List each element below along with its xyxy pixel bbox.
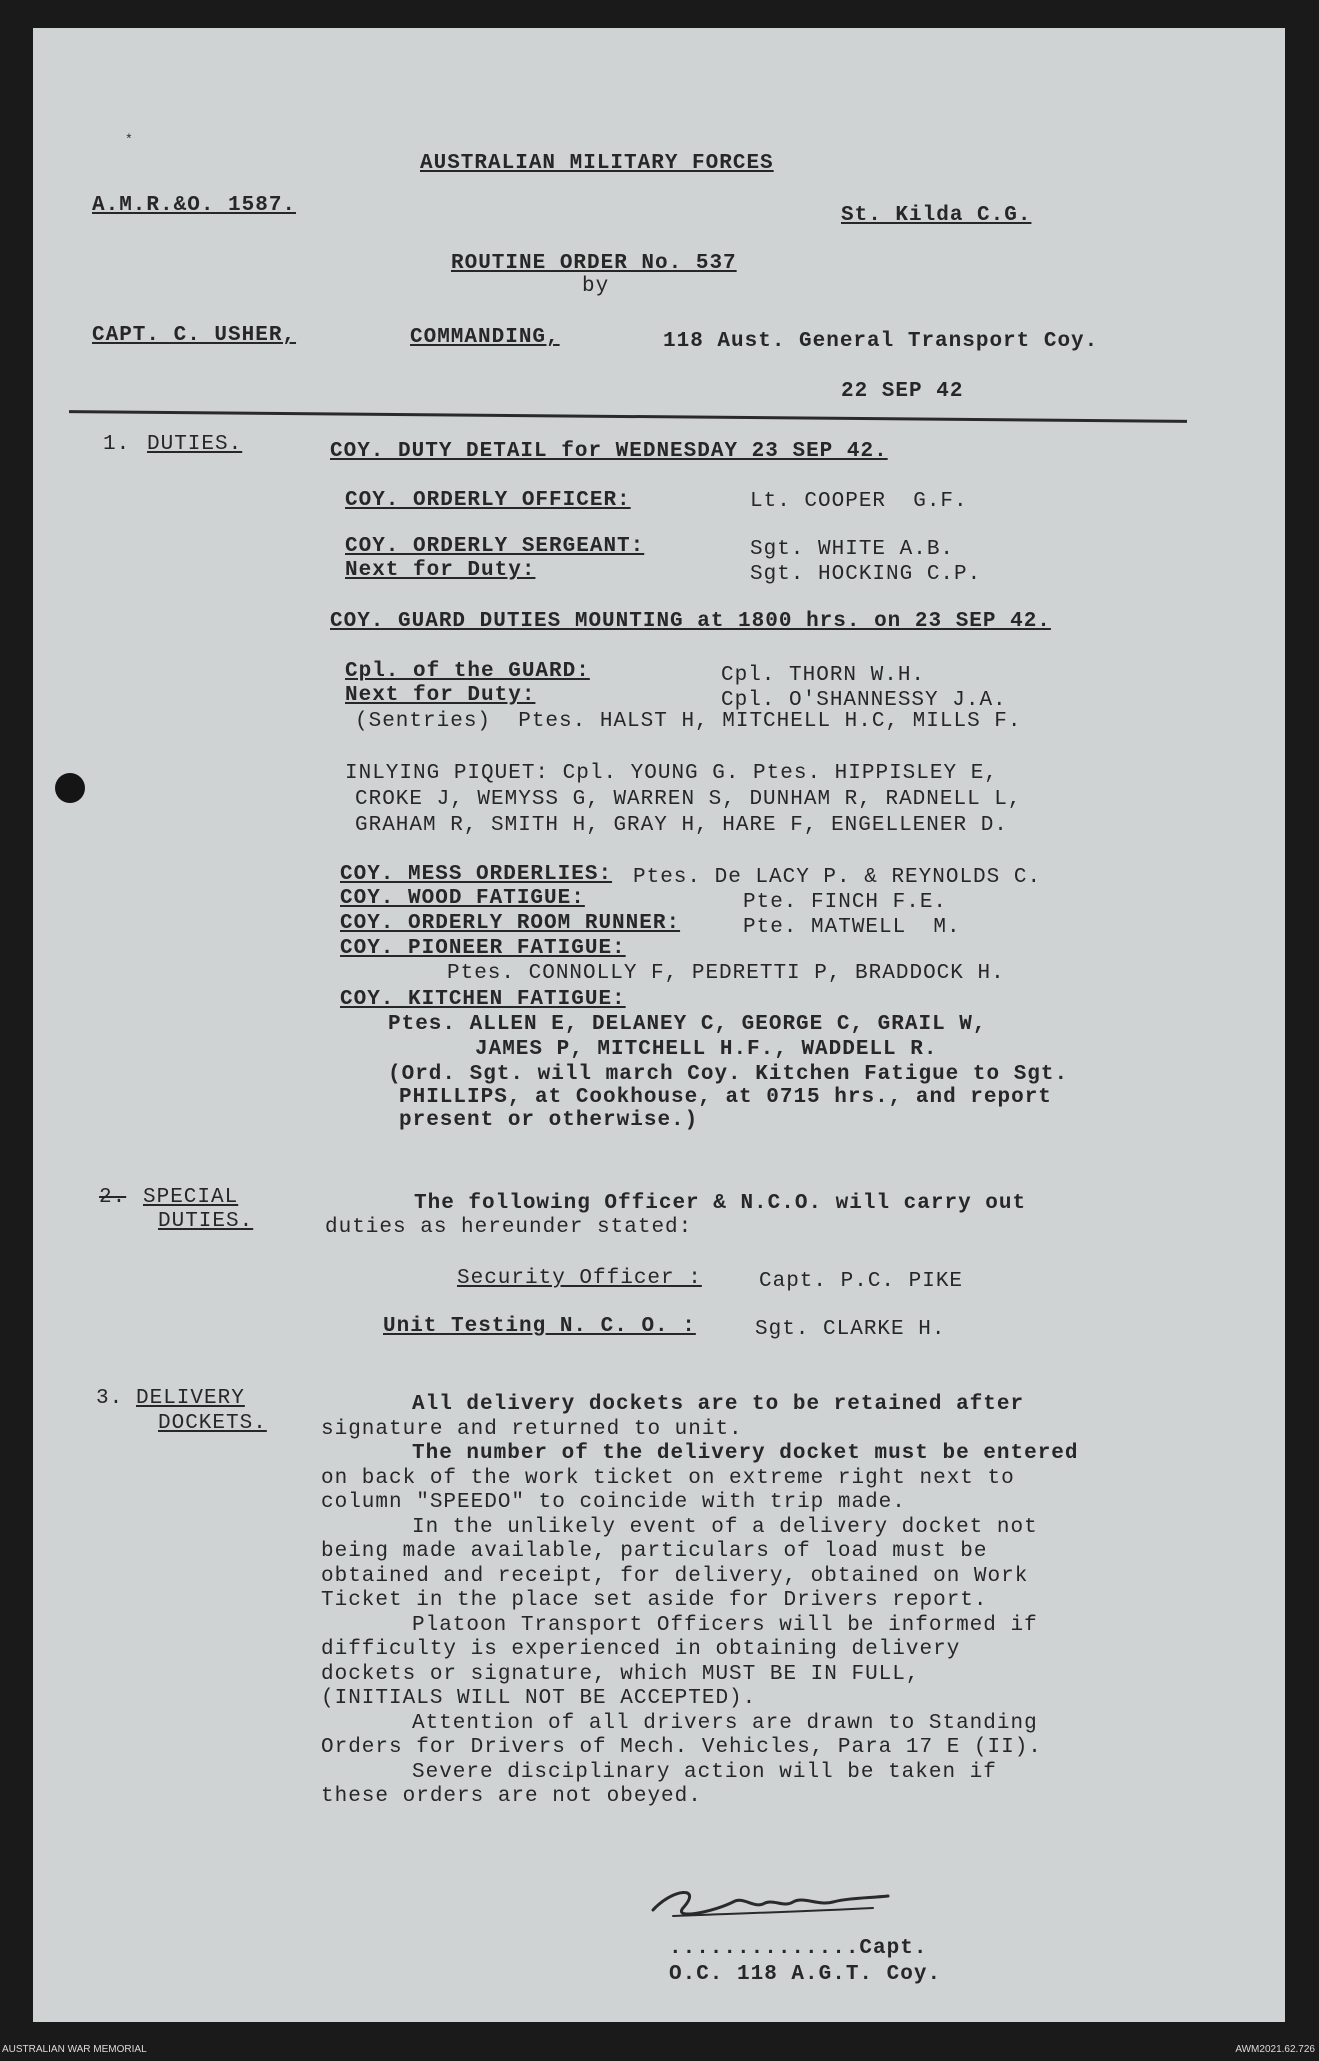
- doc-ref: A.M.R.&O. 1587.: [92, 194, 297, 217]
- s3-line: Attention of all drivers are drawn to Standing: [412, 1712, 1038, 1735]
- s3-title-1: DELIVERY: [136, 1387, 245, 1410]
- cpl-guard: Cpl. THORN W.H.: [721, 664, 926, 687]
- s3-line: Platoon Transport Officers will be informed if: [412, 1614, 1038, 1637]
- punch-hole: [55, 773, 85, 803]
- orderly-sergeant: Sgt. WHITE A.B.: [750, 538, 955, 561]
- order-by: by: [582, 275, 610, 298]
- s3-line: obtained and receipt, for delivery, obtained on Work: [321, 1565, 1029, 1588]
- s2-title-1: SPECIAL: [143, 1186, 239, 1209]
- s3-line: on back of the work ticket on extreme right next to: [321, 1467, 1015, 1490]
- s3-line: these orders are not obeyed.: [321, 1785, 702, 1808]
- star-mark: *: [125, 132, 134, 147]
- mess-orderlies: Ptes. De LACY P. & REYNOLDS C.: [633, 866, 1042, 889]
- order-number: ROUTINE ORDER No. 537: [451, 252, 737, 275]
- room-label: COY. ORDERLY ROOM RUNNER:: [340, 912, 681, 935]
- handwritten-signature: [643, 1878, 903, 1928]
- s3-line: column "SPEEDO" to coincide with trip made.: [321, 1491, 906, 1514]
- s3-line: In the unlikely event of a delivery docket not: [412, 1516, 1038, 1539]
- next-duty2: Cpl. O'SHANNESSY J.A.: [721, 689, 1007, 712]
- testing-nco: Sgt. CLARKE H.: [755, 1318, 946, 1341]
- orderly-officer: Lt. COOPER G.F.: [750, 490, 968, 513]
- pioneer-fatigue: Ptes. CONNOLLY F, PEDRETTI P, BRADDOCK H.: [447, 962, 1005, 985]
- s3-number: 3.: [96, 1387, 124, 1410]
- kitchen-label: COY. KITCHEN FATIGUE:: [340, 988, 626, 1011]
- note-line-2: PHILLIPS, at Cookhouse, at 0715 hrs., and report: [399, 1086, 1052, 1109]
- guard-heading: COY. GUARD DUTIES MOUNTING at 1800 hrs. on 23 SEP 42.: [330, 610, 1051, 633]
- footer-right: AWM2021.62.726: [1235, 2044, 1315, 2055]
- footer-left: AUSTRALIAN WAR MEMORIAL: [2, 2044, 147, 2055]
- mess-label: COY. MESS ORDERLIES:: [340, 863, 613, 886]
- unit-name: 118 Aust. General Transport Coy.: [663, 330, 1099, 353]
- doc-location: St. Kilda C.G.: [841, 204, 1032, 227]
- kitchen-line-2: JAMES P, MITCHELL H.F., WADDELL R.: [475, 1038, 938, 1061]
- s3-line: Orders for Drivers of Mech. Vehicles, Para 17 E (II).: [321, 1736, 1042, 1759]
- s3-line: dockets or signature, which MUST BE IN FULL,: [321, 1663, 920, 1686]
- s3-line: difficulty is experienced in obtaining delivery: [321, 1638, 961, 1661]
- s3-line: Ticket in the place set aside for Drivers report.: [321, 1589, 988, 1612]
- testing-label: Unit Testing N. C. O. :: [383, 1315, 696, 1338]
- signature-line: ..............Capt.: [669, 1937, 928, 1960]
- note-line-1: (Ord. Sgt. will march Coy. Kitchen Fatigue to Sgt.: [388, 1063, 1069, 1086]
- piquet-line-3: GRAHAM R, SMITH H, GRAY H, HARE F, ENGELLENER D.: [355, 814, 1008, 837]
- s3-title-2: DOCKETS.: [158, 1412, 267, 1435]
- s3-line: The number of the delivery docket must be entered: [412, 1442, 1079, 1465]
- security-label: Security Officer :: [457, 1267, 702, 1290]
- s2-number: 2.: [99, 1186, 127, 1209]
- orderly-officer-label: COY. ORDERLY OFFICER:: [345, 489, 631, 512]
- piquet-line-1: INLYING PIQUET: Cpl. YOUNG G. Ptes. HIPPISLEY E,: [345, 762, 998, 785]
- s3-line: signature and returned to unit.: [321, 1418, 743, 1441]
- s3-line: Severe disciplinary action will be taken if: [412, 1761, 997, 1784]
- commanding-label: COMMANDING,: [410, 326, 560, 349]
- wood-label: COY. WOOD FATIGUE:: [340, 887, 585, 910]
- order-date: 22 SEP 42: [841, 380, 964, 403]
- kitchen-line-1: Ptes. ALLEN E, DELANEY C, GEORGE C, GRAIL W,: [388, 1013, 987, 1036]
- s1-title: DUTIES.: [147, 433, 243, 456]
- s2-line-1: The following Officer & N.C.O. will carry out: [414, 1192, 1027, 1215]
- next-duty-label: Next for Duty:: [345, 559, 536, 582]
- document-page: [33, 28, 1285, 2022]
- s3-line: All delivery dockets are to be retained after: [412, 1393, 1025, 1416]
- room-runner: Pte. MATWELL M.: [743, 916, 961, 939]
- sentries: (Sentries) Ptes. HALST H, MITCHELL H.C, MILLS F.: [355, 710, 1022, 733]
- header-rule: [69, 410, 1187, 423]
- note-line-3: present or otherwise.): [399, 1109, 699, 1132]
- next-duty2-label: Next for Duty:: [345, 684, 536, 707]
- pioneer-label: COY. PIONEER FATIGUE:: [340, 937, 626, 960]
- signature-title: O.C. 118 A.G.T. Coy.: [669, 1963, 942, 1986]
- s2-line-2: duties as hereunder stated:: [325, 1216, 693, 1239]
- next-duty: Sgt. HOCKING C.P.: [750, 563, 982, 586]
- orderly-sergeant-label: COY. ORDERLY SERGEANT:: [345, 535, 645, 558]
- wood-fatigue: Pte. FINCH F.E.: [743, 891, 948, 914]
- security-officer: Capt. P.C. PIKE: [759, 1270, 964, 1293]
- piquet-line-2: CROKE J, WEMYSS G, WARREN S, DUNHAM R, RADNELL L,: [355, 788, 1022, 811]
- s3-line: being made available, particulars of load must be: [321, 1540, 988, 1563]
- commanding-officer: CAPT. C. USHER,: [92, 324, 297, 347]
- s2-title-2: DUTIES.: [158, 1210, 254, 1233]
- s1-number: 1.: [103, 433, 131, 456]
- s3-line: (INITIALS WILL NOT BE ACCEPTED).: [321, 1687, 757, 1710]
- doc-title: AUSTRALIAN MILITARY FORCES: [420, 152, 774, 175]
- s1-duty-heading: COY. DUTY DETAIL for WEDNESDAY 23 SEP 42.: [330, 440, 888, 463]
- cpl-guard-label: Cpl. of the GUARD:: [345, 660, 590, 683]
